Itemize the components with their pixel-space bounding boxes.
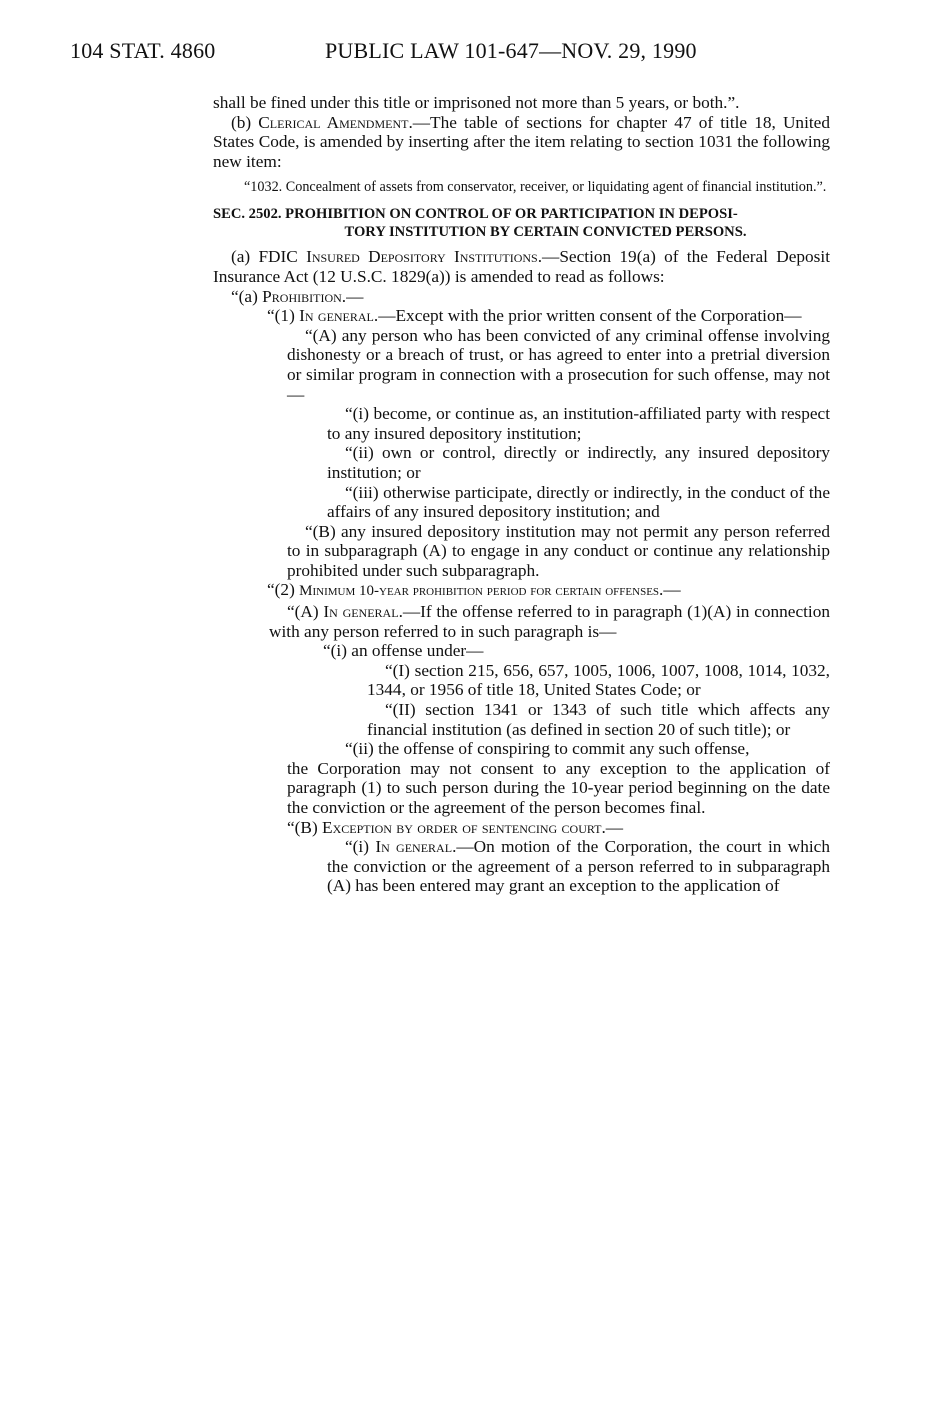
paragraph-continuation: shall be fined under this title or imprisoned not more than 5 years, or both.”.	[213, 93, 740, 112]
page-header	[0, 38, 946, 72]
subsection-prohibition: “(a) Prohibition.—	[231, 286, 364, 306]
heading-clerical-amendment: Clerical Amendment	[258, 112, 409, 132]
heading-exception-sentencing-court: Exception by order of sentencing court	[322, 817, 602, 837]
heading-prohibition: Prohibition	[262, 286, 342, 306]
document-body	[213, 93, 830, 896]
subparagraph-B-1: “(B) any insured depository institution may not permit any person referred to in subparagraph (A) to engage in any conduct or continue any relationship prohibited under such subparagraph.	[287, 521, 830, 580]
clause-i-2: “(i) an offense under—	[323, 641, 484, 661]
section-heading-2502: SEC. 2502. PROHIBITION ON CONTROL OF OR PARTICIPATION IN DEPOSI- TORY INSTITUTION BY CERTAIN CONVICTED PERSONS.	[213, 206, 747, 241]
clause-i-1: “(i) become, or continue as, an institution-affiliated party with respect to any insured depository institution;	[327, 404, 830, 443]
subclause-II-2: “(II) section 1341 or 1343 of such title which affects any financial institution (as defined in section 20 of such title); or	[367, 700, 830, 739]
clause-i-3: “(i) In general.—On motion of the Corporation, the court in which the conviction or the agreement of a person referred to in subparagraph (A) has been entered may grant an exception to the application of	[327, 837, 830, 896]
heading-in-general-2: In general	[323, 602, 399, 622]
subparagraph-A-2: “(A) In general.—If the offense referred to in paragraph (1)(A) in connection with any person referred to in such paragraph is—	[269, 602, 831, 641]
paragraph-1-in-general: “(1) In general.—Except with the prior written consent of the Corporation—	[267, 306, 802, 326]
stat-page-number: 104 STAT. 4860	[70, 38, 216, 63]
public-law-title: PUBLIC LAW 101-647—NOV. 29, 1990	[325, 38, 697, 63]
paragraph-fdic: (a) FDIC Insured Depository Institutions.—Section 19(a) of the Federal Deposit Insurance Act (12 U.S.C. 1829(a)) is amended to read as follows:	[213, 247, 830, 286]
subclause-I-2: “(I) section 215, 656, 657, 1005, 1006, 1007, 1008, 1014, 1032, 1344, or 1956 of title 18, United States Code; or	[367, 660, 830, 700]
paragraph-2-minimum: “(2) Minimum 10-year prohibition period for certain offenses.—	[267, 580, 681, 600]
clause-iii-1: “(iii) otherwise participate, directly or indirectly, in the conduct of the affairs of any insured depository institution; and	[327, 482, 830, 522]
clause-ii-1: “(ii) own or control, directly or indirectly, any insured depository institution; or	[327, 443, 830, 482]
table-item-1032: “1032. Concealment of assets from conservator, receiver, or liquidating agent of financial institution.”.	[244, 179, 827, 196]
subparagraph-B-2: “(B) Exception by order of sentencing court.—	[287, 817, 624, 837]
paragraph-clerical-amendment: (b) Clerical Amendment.—The table of sections for chapter 47 of title 18, United States Code, is amended by inserting after the item relating to section 1031 the following new item:	[213, 112, 830, 171]
heading-in-general-1: In general	[299, 306, 374, 326]
heading-minimum-prohibition: Minimum 10-year prohibition period for certain offenses	[299, 583, 660, 600]
subparagraph-A-1: “(A) any person who has been convicted of any criminal offense involving dishonesty or a breach of trust, or has agreed to enter into a pretrial diversion or similar program in connection with a prosecution for such offense, may not—	[287, 325, 830, 404]
heading-in-general-3: In general	[375, 837, 453, 857]
flush-paragraph: the Corporation may not consent to any exception to the application of paragraph (1) to such person during the 10-year period beginning on the date the conviction or the agreement of the person becomes final.	[287, 758, 830, 817]
heading-fdic-insured: Insured Depository Institutions	[306, 247, 538, 267]
clause-ii-2: “(ii) the offense of conspiring to commit any such offense,	[345, 739, 750, 759]
